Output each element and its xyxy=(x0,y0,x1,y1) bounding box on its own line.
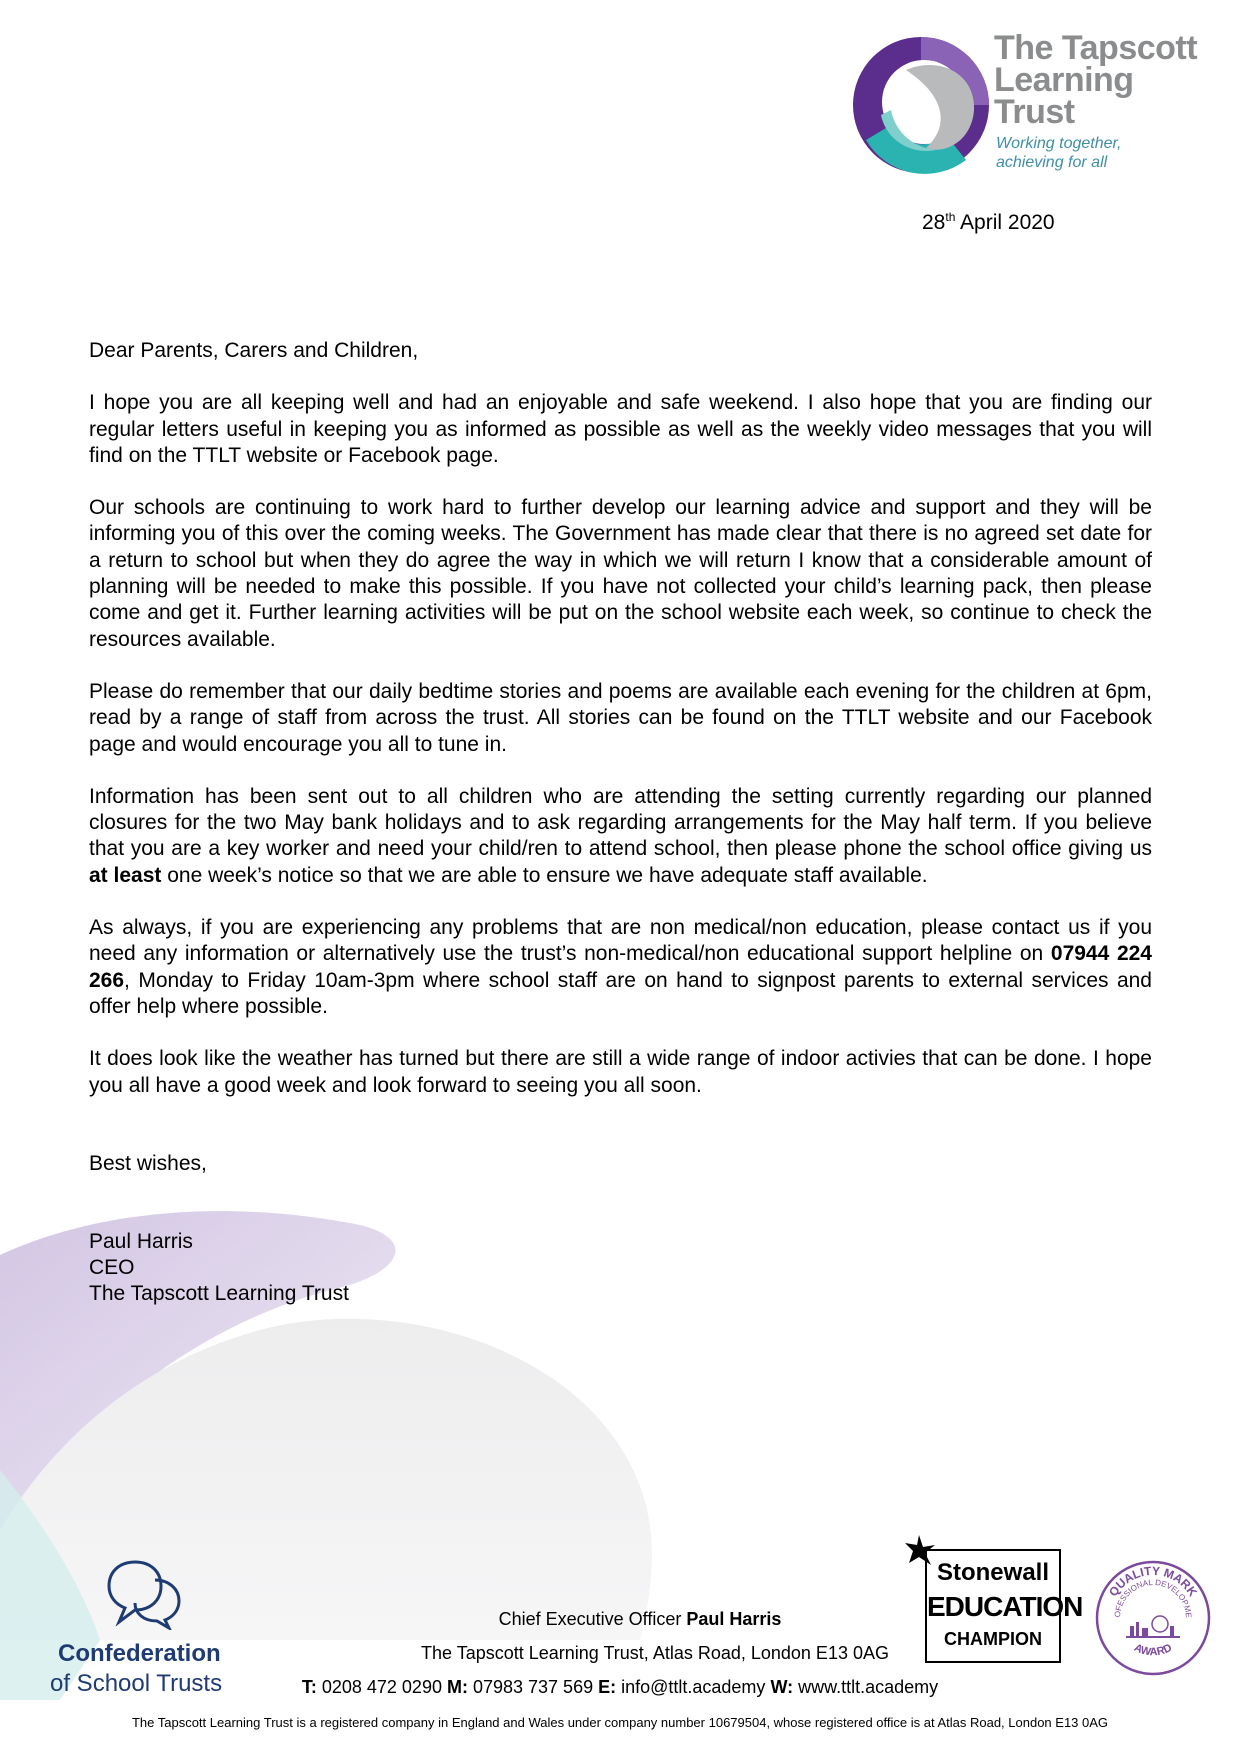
footer-ceo xyxy=(290,1602,990,1636)
cst-name-line1: Confederation xyxy=(58,1640,221,1667)
circular-swirl-logo-icon xyxy=(846,30,996,180)
paragraph xyxy=(89,784,1152,889)
stonewall-badge xyxy=(905,1533,1083,1673)
ceo-label: Chief Executive Officer xyxy=(498,1609,687,1629)
phone-value: 0208 472 0290 xyxy=(316,1677,447,1697)
cst-name-line2: of School Trusts xyxy=(50,1670,223,1697)
email-label: E: xyxy=(598,1677,617,1697)
stonewall-champion: CHAMPION xyxy=(944,1629,1042,1649)
text-run: Information has been sent out to all children who are attending the setting currently regarding our planned closures for the two May bank holidays and to ask regarding arrangements for the May half term. If you believe that you are a key worker and need your child/ren to attend school, then please phone the school office giving us xyxy=(89,784,1152,861)
phone-label: T: xyxy=(301,1677,317,1697)
stonewall-title: Stonewall xyxy=(936,1559,1050,1586)
quality-mark-badge xyxy=(1090,1552,1216,1682)
text-run: one week’s notice so that we are able to ensure we have adequate staff available. xyxy=(161,863,928,887)
text-run: , Monday to Friday 10am-3pm where school staff are on hand to signpost parents to external services and offer help where possible. xyxy=(89,968,1152,1018)
paragraph: Our schools are continuing to work hard to further develop our learning advice and support and they will be informing you of this over the coming weeks. The Government has made clear that there is no agreed set date for a return to school but when they do agree the way in which we will return I know that a considerable amount of planning will be needed to make this possible. If you have not collected your child’s learning pack, then please come and get it. Further learning activities will be put on the school website each week, so continue to check the resources available. xyxy=(89,496,1152,651)
footer-contact-lines xyxy=(250,1670,990,1704)
footer-contact xyxy=(250,1602,990,1704)
cst-logo xyxy=(50,1558,250,1708)
skyline-icon xyxy=(1126,1616,1180,1638)
logo-name-line: Learning xyxy=(994,61,1134,99)
closing: Best wishes, xyxy=(89,1151,207,1175)
quality-mark-seal-icon xyxy=(1090,1552,1216,1682)
logo-tagline-line: achieving for all xyxy=(996,154,1108,171)
logo-name xyxy=(994,29,1198,131)
logo-name-line: The Tapscott xyxy=(994,29,1198,67)
qm-bottom-text: AWARD xyxy=(1132,1641,1174,1659)
text-run: As always, if you are experiencing any problems that are non medical/non education, please contact us if you need any information or alternatively use the trust’s non-medical/non educational support helpline on xyxy=(89,916,1152,966)
logo-tagline-line: Working together, xyxy=(996,135,1122,152)
qm-mid-text: OFESSIONAL DEVELOPME xyxy=(1112,1577,1194,1619)
date-month-year: April 2020 xyxy=(955,211,1055,234)
trust-logo xyxy=(846,30,1216,180)
date-suffix: th xyxy=(945,210,956,224)
logo-tagline xyxy=(996,134,1121,172)
paragraph xyxy=(89,915,1152,1020)
speech-bubbles-icon xyxy=(105,1558,185,1630)
paragraph: It does look like the weather has turned but there are still a wide range of indoor activies that can be done. I hope you all have a good week and look forward to seeing you all soon. xyxy=(89,1047,1152,1097)
date-day: 28 xyxy=(922,211,946,234)
letter-body xyxy=(89,338,1152,1307)
signature-block xyxy=(89,1229,1152,1307)
qm-top-text: QUALITY MARK xyxy=(1106,1563,1200,1599)
paragraph: Please do remember that our daily bedtime stories and poems are available each evening for the children at 6pm, read by a range of staff from across the trust. All stories can be found on the TTLT website and our Facebook page and would encourage you all to tune in. xyxy=(89,679,1152,756)
footer-address: The Tapscott Learning Trust, Atlas Road, London E13 0AG xyxy=(421,1643,889,1663)
signature-organisation: The Tapscott Learning Trust xyxy=(89,1282,349,1306)
helpline-number: 07944 224 266 xyxy=(89,942,1152,992)
ceo-name: Paul Harris xyxy=(686,1609,782,1629)
signature-name: Paul Harris xyxy=(89,1230,193,1254)
letter-date xyxy=(922,210,1055,235)
company-registration: The Tapscott Learning Trust is a registered company in England and Wales under company number 10679504, whose registered office is at Atlas Road, London E13 0AG xyxy=(131,1715,1109,1730)
signature-title: CEO xyxy=(89,1256,135,1280)
stonewall-education: EDUCATION xyxy=(927,1591,1083,1622)
logo-name-line: Trust xyxy=(994,93,1075,131)
stonewall-box xyxy=(925,1549,1083,1663)
bold-text: at least xyxy=(89,863,162,887)
email-link[interactable]: info@ttlt.academy xyxy=(616,1677,771,1697)
mobile-value: 07983 737 569 xyxy=(467,1677,599,1697)
paragraph: I hope you are all keeping well and had an enjoyable and safe weekend. I also hope that you are finding our regular letters useful in keeping you as informed as possible as well as the weekly video messages that you will find on the TTLT website or Facebook page. xyxy=(89,391,1152,467)
mobile-label: M: xyxy=(446,1677,468,1697)
website-link[interactable]: www.ttlt.academy xyxy=(793,1677,939,1697)
web-label: W: xyxy=(770,1677,794,1697)
greeting: Dear Parents, Carers and Children, xyxy=(89,339,419,362)
